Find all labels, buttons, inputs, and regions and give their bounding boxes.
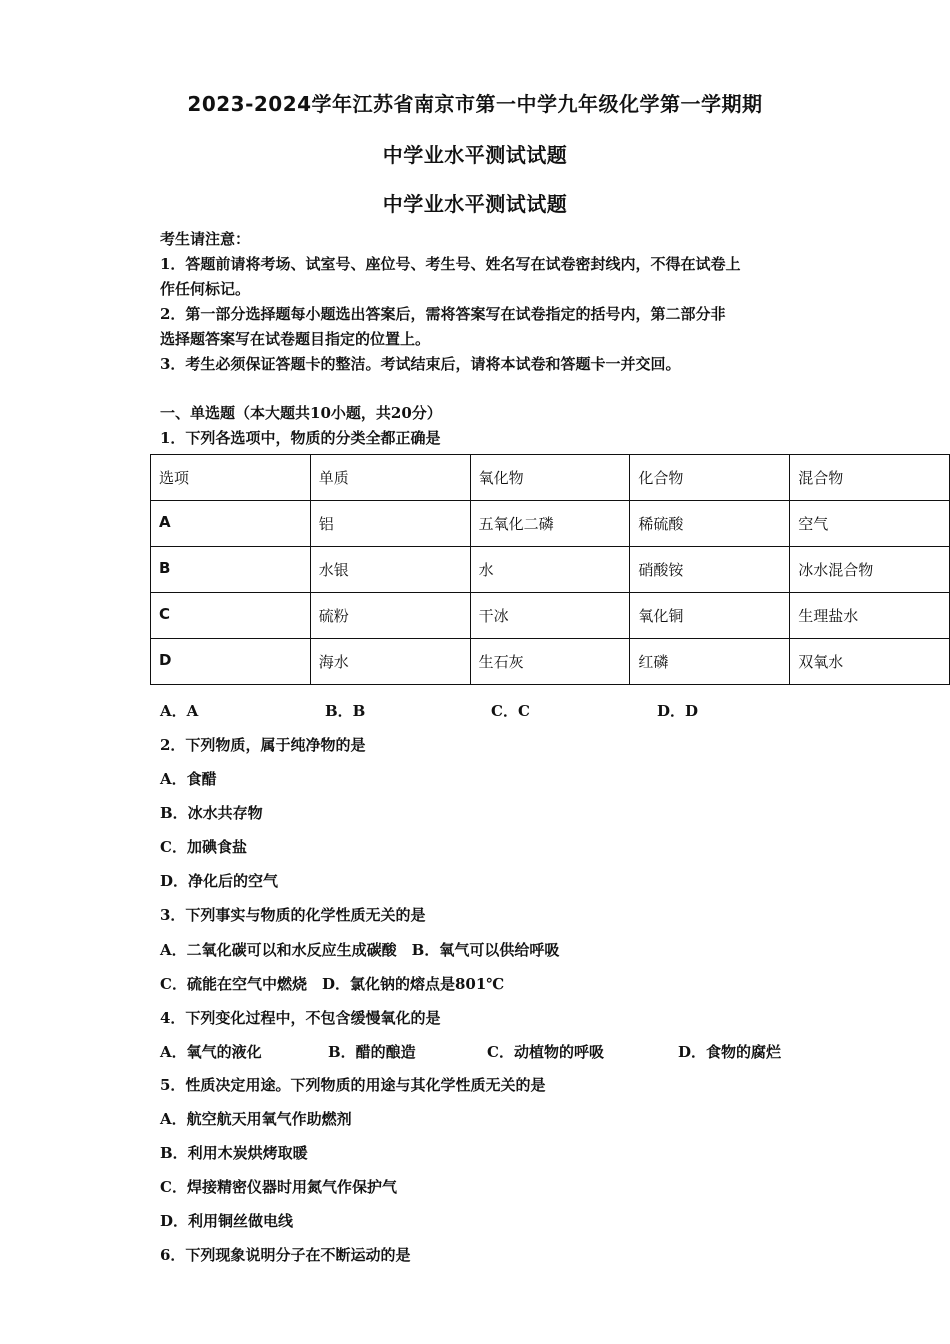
notice-heading: 考生请注意： (160, 230, 251, 248)
notice-line: 2．第一部分选择题每小题选出答案后，需将答案写在试卷指定的括号内，第二部分非 (160, 305, 726, 323)
table-header-cell: 混合物 (790, 455, 950, 501)
table-cell: 硫粉 (310, 593, 470, 639)
exam-title-line-1: 2023-2024学年江苏省南京市第一中学九年级化学第一学期期 (187, 92, 763, 116)
table-cell: 稀硫酸 (630, 501, 790, 547)
table-header-cell: 单质 (310, 455, 470, 501)
table-row (151, 639, 950, 685)
table-cell: 水 (470, 547, 630, 593)
question-1-option-a: A．A (160, 702, 199, 720)
question-4-option-c: C．动植物的呼吸 (487, 1043, 604, 1061)
question-2-option-a: A．食醋 (160, 770, 217, 788)
question-2-stem: 2．下列物质，属于纯净物的是 (160, 736, 366, 754)
table-cell: B (151, 547, 311, 593)
table-cell: 硝酸铵 (630, 547, 790, 593)
question-2-option-c: C．加碘食盐 (160, 838, 247, 856)
question-1-option-d: D．D (657, 702, 699, 720)
classification-table (150, 454, 950, 685)
table-cell: 海水 (310, 639, 470, 685)
table-cell: 红磷 (630, 639, 790, 685)
notice-line: 3．考生必须保证答题卡的整洁。考试结束后，请将本试卷和答题卡一并交回。 (160, 355, 681, 373)
table-row (151, 593, 950, 639)
table-cell: 双氧水 (790, 639, 950, 685)
table-cell: 生理盐水 (790, 593, 950, 639)
section-heading: 一、单选题（本大题共10小题，共20分） (160, 404, 442, 422)
question-3-options-row-2: C．硫能在空气中燃烧 D．氯化钠的熔点是801℃ (160, 975, 505, 993)
question-1-option-b: B．B (325, 702, 366, 720)
question-5-option-b: B．利用木炭烘烤取暖 (160, 1144, 308, 1162)
table-cell: 五氧化二磷 (470, 501, 630, 547)
table-cell: 生石灰 (470, 639, 630, 685)
notice-line: 选择题答案写在试卷题目指定的位置上。 (160, 330, 431, 348)
notice-line: 作任何标记。 (160, 280, 251, 298)
question-5-option-a: A．航空航天用氧气作助燃剂 (160, 1110, 352, 1128)
question-6-stem: 6．下列现象说明分子在不断运动的是 (160, 1246, 411, 1264)
table-header-row (151, 455, 950, 501)
table-header-cell: 化合物 (630, 455, 790, 501)
question-3-options-row-1: A．二氧化碳可以和水反应生成碳酸 B．氧气可以供给呼吸 (160, 941, 560, 959)
table-header-cell: 氧化物 (470, 455, 630, 501)
exam-title-line-2: 中学业水平测试试题 (382, 143, 568, 167)
question-1-stem: 1．下列各选项中，物质的分类全都正确是 (160, 429, 441, 447)
question-5-stem: 5．性质决定用途。下列物质的用途与其化学性质无关的是 (160, 1076, 546, 1094)
table-header-cell: 选项 (151, 455, 311, 501)
question-4-option-a: A．氧气的液化 (160, 1043, 262, 1061)
table-cell: 氧化铜 (630, 593, 790, 639)
question-5-option-c: C．焊接精密仪器时用氮气作保护气 (160, 1178, 397, 1196)
question-2-option-d: D．净化后的空气 (160, 872, 279, 890)
question-3-stem: 3．下列事实与物质的化学性质无关的是 (160, 906, 426, 924)
question-2-option-b: B．冰水共存物 (160, 804, 263, 822)
table-cell: 冰水混合物 (790, 547, 950, 593)
table-row (151, 501, 950, 547)
question-4-stem: 4．下列变化过程中，不包含缓慢氧化的是 (160, 1009, 441, 1027)
question-4-option-b: B．醋的酿造 (328, 1043, 416, 1061)
table-cell: 水银 (310, 547, 470, 593)
table-cell: D (151, 639, 311, 685)
question-5-option-d: D．利用铜丝做电线 (160, 1212, 294, 1230)
table-cell: 干冰 (470, 593, 630, 639)
table-cell: 空气 (790, 501, 950, 547)
notice-line: 1．答题前请将考场、试室号、座位号、考生号、姓名写在试卷密封线内，不得在试卷上 (160, 255, 741, 273)
question-1-option-c: C．C (491, 702, 530, 720)
exam-title-line-3: 中学业水平测试试题 (382, 192, 568, 216)
table-row (151, 547, 950, 593)
table-cell: 铝 (310, 501, 470, 547)
question-4-option-d: D．食物的腐烂 (678, 1043, 782, 1061)
table-cell: A (151, 501, 311, 547)
table-cell: C (151, 593, 311, 639)
